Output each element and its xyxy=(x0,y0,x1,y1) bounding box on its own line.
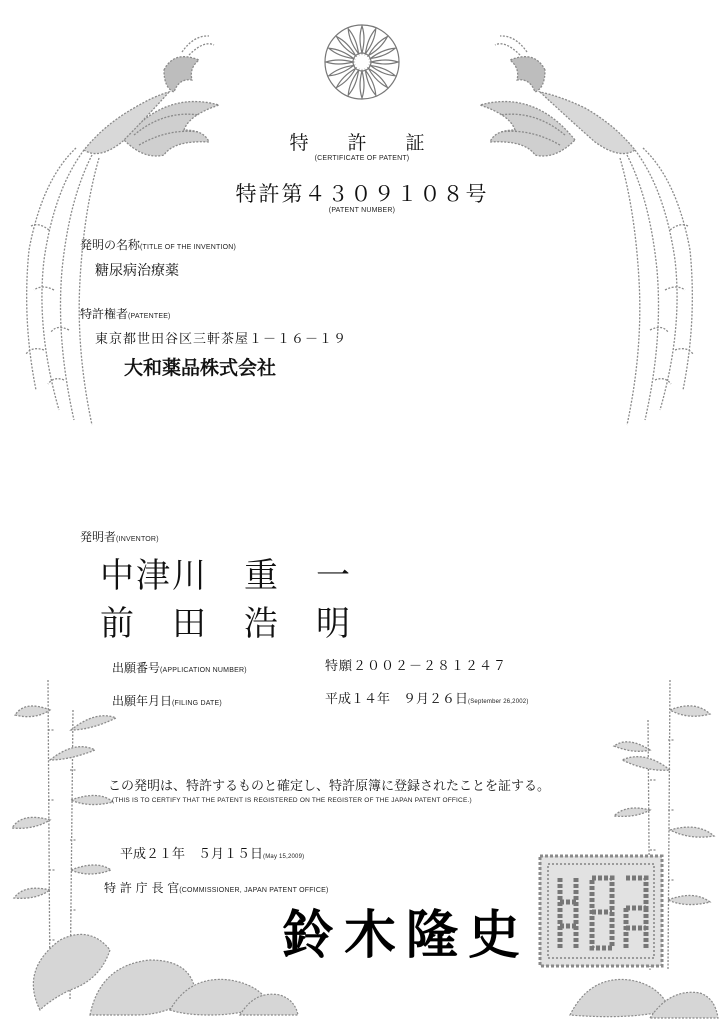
issue-date-row xyxy=(120,843,304,862)
invention-title: 糖尿病治療薬 xyxy=(95,263,179,279)
inventor-name-2: 前 田 浩 明 xyxy=(100,604,352,644)
patent-number: 特許第４３０９１０８号 xyxy=(235,182,489,206)
filing-date-value-en: (September 26,2002) xyxy=(468,699,529,705)
official-seal-icon xyxy=(536,852,666,970)
inventor-label-row xyxy=(80,526,159,545)
certificate-title-en: (CERTIFICATE OF PATENT) xyxy=(314,155,410,162)
patentee-label: 特許権者 xyxy=(80,307,129,321)
patentee-name: 大和薬品株式会社 xyxy=(124,357,277,379)
official-title-en: (COMMISSIONER, JAPAN PATENT OFFICE) xyxy=(179,887,329,894)
invention-label: 発明の名称 xyxy=(80,238,141,252)
filing-date-row xyxy=(325,688,529,707)
inventor-label: 発明者 xyxy=(80,530,117,544)
application-number-label-en: (APPLICATION NUMBER) xyxy=(160,667,247,674)
patent-number-en: (PATENT NUMBER) xyxy=(328,207,396,214)
patentee-address: 東京都世田谷区三軒茶屋１－１６－１９ xyxy=(95,332,348,347)
inventor-name-1: 中津川 重 一 xyxy=(100,556,352,596)
certification-statement-en: (THIS IS TO CERTIFY THAT THE PATENT IS REGISTERED ON THE REGISTER OF THE JAPAN PATENT OFFICE.) xyxy=(112,797,472,804)
issue-date-en: (May 15,2009) xyxy=(263,854,305,860)
filing-date-label-en: (FILING DATE) xyxy=(172,700,222,707)
filing-date-label-row xyxy=(112,690,222,709)
certification-statement: この発明は、特許するものと確定し、特許原簿に登録されたことを証する。 xyxy=(108,779,551,794)
right-phoenix-icon xyxy=(475,30,710,430)
inventor-label-en: (INVENTOR) xyxy=(116,536,159,543)
application-number-value: 特願２００２－２８１２４７ xyxy=(325,659,508,674)
filing-date-value: 平成１４年 ９月２６日 xyxy=(325,692,469,707)
application-number-label-row xyxy=(112,657,247,676)
certificate-title: 特 許 証 xyxy=(289,132,435,154)
filing-date-label: 出願年月日 xyxy=(112,694,173,708)
commissioner-signature: 鈴木隆史 xyxy=(282,905,531,966)
chrysanthemum-emblem-icon xyxy=(322,22,402,102)
issue-date: 平成２１年 ５月１５日 xyxy=(120,847,264,862)
invention-label-en: (TITLE OF THE INVENTION) xyxy=(140,244,237,251)
patentee-label-row xyxy=(80,303,171,322)
application-number-label: 出願番号 xyxy=(112,661,161,675)
official-title: 特 許 庁 長 官 xyxy=(104,881,180,895)
patentee-label-en: (PATENTEE) xyxy=(128,313,171,320)
invention-label-row xyxy=(80,234,236,253)
